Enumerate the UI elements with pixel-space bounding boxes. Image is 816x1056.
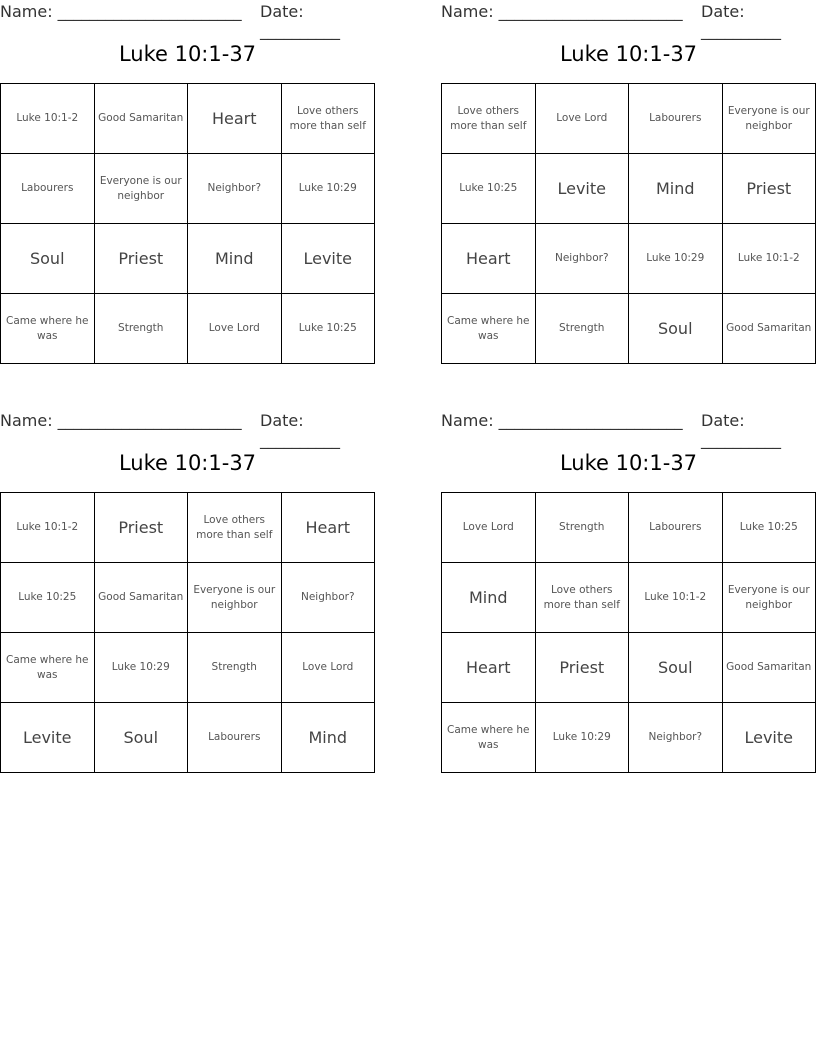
bingo-card-3 bbox=[0, 409, 375, 774]
bingo-row bbox=[442, 633, 816, 703]
bingo-cell: Heart bbox=[442, 633, 536, 703]
bingo-card-4 bbox=[441, 409, 816, 774]
bingo-cell: Priest bbox=[722, 154, 816, 224]
bingo-cell: Everyone is our neighbor bbox=[722, 84, 816, 154]
bingo-row bbox=[1, 563, 375, 633]
bingo-cell: Everyone is our neighbor bbox=[188, 563, 282, 633]
bingo-cell: Love Lord bbox=[188, 294, 282, 364]
bingo-row bbox=[442, 84, 816, 154]
bingo-row bbox=[442, 224, 816, 294]
bingo-row bbox=[442, 563, 816, 633]
bingo-cell: Neighbor? bbox=[535, 224, 629, 294]
bingo-cell: Mind bbox=[629, 154, 723, 224]
card-title: Luke 10:1-37 bbox=[118, 42, 257, 66]
bingo-cell: Priest bbox=[94, 224, 188, 294]
bingo-row bbox=[1, 294, 375, 364]
bingo-cell: Came where he was bbox=[442, 294, 536, 364]
bingo-cell: Labourers bbox=[629, 84, 723, 154]
bingo-cell: Came where he was bbox=[442, 703, 536, 773]
bingo-row bbox=[442, 154, 816, 224]
bingo-row bbox=[1, 633, 375, 703]
bingo-cell: Luke 10:25 bbox=[722, 493, 816, 563]
bingo-cell: Neighbor? bbox=[629, 703, 723, 773]
bingo-cell: Good Samaritan bbox=[94, 563, 188, 633]
bingo-cell: Luke 10:1-2 bbox=[1, 493, 95, 563]
bingo-row bbox=[1, 154, 375, 224]
bingo-cell: Priest bbox=[535, 633, 629, 703]
bingo-grid bbox=[0, 83, 375, 364]
bingo-grid bbox=[441, 492, 816, 773]
card-title: Luke 10:1-37 bbox=[118, 451, 257, 475]
bingo-cell: Luke 10:29 bbox=[94, 633, 188, 703]
date-field-label: Date: __________ bbox=[260, 411, 340, 449]
bingo-cell: Labourers bbox=[629, 493, 723, 563]
bingo-cell: Heart bbox=[281, 493, 375, 563]
bingo-cell: Labourers bbox=[1, 154, 95, 224]
bingo-row bbox=[442, 294, 816, 364]
bingo-cell: Soul bbox=[94, 703, 188, 773]
bingo-cell: Luke 10:29 bbox=[629, 224, 723, 294]
bingo-row bbox=[1, 703, 375, 773]
bingo-row bbox=[1, 493, 375, 563]
bingo-cell: Soul bbox=[629, 294, 723, 364]
bingo-cell: Luke 10:1-2 bbox=[1, 84, 95, 154]
bingo-cell: Everyone is our neighbor bbox=[94, 154, 188, 224]
bingo-cell: Strength bbox=[188, 633, 282, 703]
name-field-label: Name: _______________________ bbox=[441, 411, 683, 430]
bingo-card-1 bbox=[0, 0, 375, 365]
bingo-cell: Levite bbox=[1, 703, 95, 773]
bingo-cell: Strength bbox=[94, 294, 188, 364]
name-field-label: Name: _______________________ bbox=[0, 2, 242, 21]
bingo-cell: Love others more than self bbox=[188, 493, 282, 563]
bingo-cell: Love others more than self bbox=[281, 84, 375, 154]
bingo-grid bbox=[0, 492, 375, 773]
bingo-cell: Came where he was bbox=[1, 294, 95, 364]
bingo-cell: Luke 10:29 bbox=[535, 703, 629, 773]
bingo-cell: Luke 10:1-2 bbox=[629, 563, 723, 633]
bingo-cell: Came where he was bbox=[1, 633, 95, 703]
bingo-cell: Love Lord bbox=[535, 84, 629, 154]
bingo-cell: Labourers bbox=[188, 703, 282, 773]
bingo-cell: Heart bbox=[188, 84, 282, 154]
date-field-label: Date: __________ bbox=[260, 2, 340, 40]
bingo-cell: Love Lord bbox=[281, 633, 375, 703]
bingo-grid bbox=[441, 83, 816, 364]
bingo-cell: Love others more than self bbox=[535, 563, 629, 633]
bingo-cell: Neighbor? bbox=[188, 154, 282, 224]
bingo-cell: Love Lord bbox=[442, 493, 536, 563]
bingo-row bbox=[442, 493, 816, 563]
bingo-cell: Soul bbox=[629, 633, 723, 703]
bingo-cell: Luke 10:29 bbox=[281, 154, 375, 224]
bingo-cell: Luke 10:25 bbox=[281, 294, 375, 364]
name-field-label: Name: _______________________ bbox=[441, 2, 683, 21]
bingo-cell: Levite bbox=[722, 703, 816, 773]
bingo-cell: Everyone is our neighbor bbox=[722, 563, 816, 633]
bingo-cell: Levite bbox=[281, 224, 375, 294]
bingo-row bbox=[1, 224, 375, 294]
bingo-cell: Mind bbox=[442, 563, 536, 633]
bingo-cell: Levite bbox=[535, 154, 629, 224]
bingo-cell: Good Samaritan bbox=[722, 633, 816, 703]
bingo-row bbox=[1, 84, 375, 154]
bingo-cell: Mind bbox=[281, 703, 375, 773]
card-title: Luke 10:1-37 bbox=[559, 451, 698, 475]
bingo-cell: Heart bbox=[442, 224, 536, 294]
bingo-cell: Priest bbox=[94, 493, 188, 563]
bingo-cell: Mind bbox=[188, 224, 282, 294]
bingo-cell: Soul bbox=[1, 224, 95, 294]
name-field-label: Name: _______________________ bbox=[0, 411, 242, 430]
bingo-cell: Good Samaritan bbox=[94, 84, 188, 154]
bingo-cell: Neighbor? bbox=[281, 563, 375, 633]
bingo-cell: Strength bbox=[535, 493, 629, 563]
bingo-row bbox=[442, 703, 816, 773]
bingo-cell: Luke 10:25 bbox=[442, 154, 536, 224]
card-title: Luke 10:1-37 bbox=[559, 42, 698, 66]
date-field-label: Date: __________ bbox=[701, 2, 781, 40]
bingo-cell: Good Samaritan bbox=[722, 294, 816, 364]
date-field-label: Date: __________ bbox=[701, 411, 781, 449]
bingo-cell: Luke 10:1-2 bbox=[722, 224, 816, 294]
bingo-cell: Love others more than self bbox=[442, 84, 536, 154]
bingo-cell: Strength bbox=[535, 294, 629, 364]
bingo-cell: Luke 10:25 bbox=[1, 563, 95, 633]
bingo-card-2 bbox=[441, 0, 816, 365]
